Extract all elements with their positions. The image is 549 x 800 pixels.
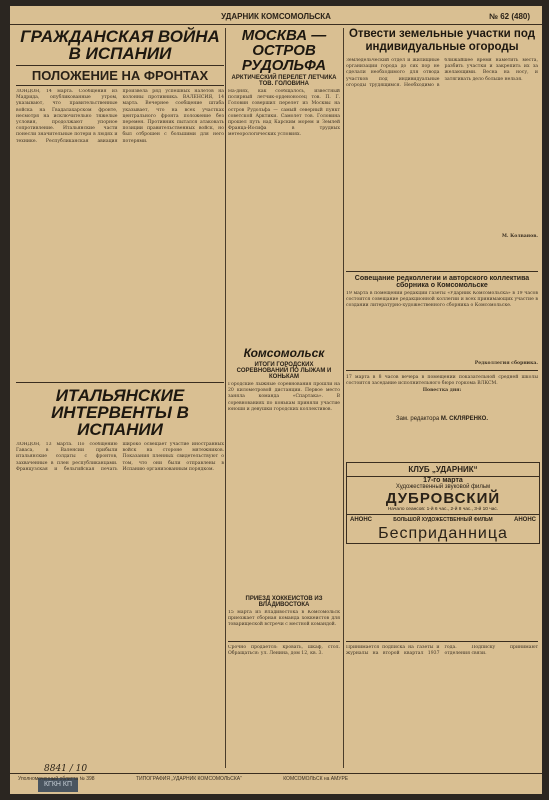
club-film2-title: Бесприданница (378, 525, 508, 542)
komsomolsk-title: Комсомольск (243, 346, 325, 360)
ads-left (228, 638, 340, 755)
column-divider (225, 28, 226, 768)
club-date: 17-го марта (423, 477, 463, 484)
spain-war-kicker: ГРАЖДАНСКАЯ ВОЙНА В ИСПАНИИ (20, 27, 220, 63)
spain-war-headline: ПОЛОЖЕНИЕ НА ФРОНТАХ (16, 65, 224, 86)
komsomolsk-subhead: ИТОГИ ГОРОДСКИХ СОРЕВНОВАНИЙ ПО ЛЫЖАМ И КОНЬКАМ (236, 362, 332, 380)
italian-interventions-kicker: ИТАЛЬЯНСКИЕ ИНТЕРВЕНТЫ В ИСПАНИИ (51, 386, 189, 439)
editor-name: М. СКЛЯРЕНКО. (440, 415, 489, 422)
footer-mid: ТИПОГРАФИЯ „УДАРНИК КОМСОМОЛЬСКА“ (135, 776, 242, 782)
club-name: КЛУБ „УДАРНИК“ (347, 463, 539, 477)
editorial-meeting-signature: Редколлегия сборника. (474, 361, 538, 366)
column-divider (343, 28, 344, 768)
moscow-rudolf-block (228, 28, 340, 260)
vladivostok-subhead: ПРИЕЗД ХОККЕИСТОВ ИЗ ВЛАДИВОСТОКА (245, 596, 323, 608)
editorial-meeting-headline: Совещание редколлегии и авторского коллектива сборника о Комсомольске (354, 275, 530, 289)
club-film-title: ДУБРОВСКИЙ (385, 490, 501, 507)
footer-right: КОМСОМОЛЬСК на АМУРЕ (283, 776, 349, 782)
announcement-agenda: Повестка дня: (422, 387, 462, 393)
land-plots-headline: Отвести земельные участки под индивидуальные огороды (348, 28, 536, 53)
newspaper-page (10, 6, 542, 794)
anons-left: АНОНС (350, 517, 372, 523)
footer (10, 773, 542, 788)
anons-mid: БОЛЬШОЙ ХУДОЖЕСТВЕННЫЙ ФИЛЬМ (393, 517, 493, 523)
editor-credit (346, 416, 538, 422)
ads-right-body: Принимается подписка на газеты и журналы на второй квартал 1937 года. Подписку принимают отделения связи. (346, 645, 538, 657)
land-plots-signature: М. Колванов. (501, 234, 538, 239)
divider (346, 641, 538, 642)
ads-left-body: Срочно продается: кровать, шкаф, стол. Обращаться: ул. Ленина, дом 12, кв. 3. (228, 645, 340, 657)
land-plots-body: Земледельческий отдел и жилищные организации города до сих пор не сделали необходимого для отвода участков под индивидуальные огороды трудящимся. Необходимо в ближайшее время наметить места, разбить участки и закрепить их за желающими. Весна на носу, и затягивать дело больше нельзя. (346, 58, 538, 88)
divider (228, 641, 340, 642)
vladivostok-body: 15 марта из Владивостока в Комсомольск приезжает сборная команда хоккеистов для товарищеской встречи с местной командой. (228, 610, 340, 628)
archive-stamp: КГКН КП (38, 778, 78, 792)
land-plots-block (346, 28, 538, 260)
italian-interventions-body: ЛОНДОН, 13 марта. По сообщению Гаваса, в Валенсии прибыли итальянские солдаты с фронтов, захваченные в плен республиканцами. Французская и бельгийская печать широко освещает участие иностранных войск на стороне мятежников. Показания пленных свидетельствуют о том, что они были отправлены в Испанию организованным порядком. (16, 442, 224, 472)
handwritten-note: 8841 / 10 (44, 764, 88, 774)
ads-right (346, 638, 538, 755)
club-advertisement (346, 462, 540, 544)
editorial-meeting-body: 19 марта в помещении редакции газеты «Ударник Комсомольска» в 19 часов состоится совещание редакционной коллегии и всех принимающих участие в создании литературно-художественного сборника о Комсомольске. (346, 291, 538, 309)
club-anons-row (347, 514, 539, 525)
club-session-times: Начало сеансов: 1-й 6 час., 2-й 8 час., 3-й 10 час. (387, 507, 499, 512)
anons-right: АНОНС (513, 517, 536, 523)
moscow-rudolf-subhead: АРКТИЧЕСКИЙ ПЕРЕЛЕТ ЛЕТЧИКА ТОВ. ГОЛОВИНА (231, 75, 337, 87)
club-film-type: Художественный звуковой фильм (395, 484, 491, 490)
spain-column (16, 28, 224, 790)
editor-label: Зам. редактора (395, 415, 440, 422)
footer-left: Уполномоченный облиттa № 398 (18, 776, 95, 782)
issue-number: № 62 (480) (489, 12, 530, 21)
divider (346, 370, 538, 371)
divider (346, 271, 538, 272)
komsomolsk-body: Городские лыжные соревнования прошли на 20 километровой дистанции. Первое место заняла команда «Спартака». В соревнованиях по конькам приняли участие юноши и девушки городских коллективов. (228, 382, 340, 412)
masthead-title: УДАРНИК КОМСОМОЛЬСКА (221, 12, 331, 21)
moscow-rudolf-body: На-днях, как сообщалось, известный полярный летчик-орденоносец тов. П. Г. Головин совершил перелет из Москвы на остров Рудольфа — самый северный пункт советской Арктики. Самолет тов. Головина прошел путь над Карским морем и Землей Франца-Иосифа в трудных метеорологических условиях. (228, 89, 340, 138)
editorial-meeting-block (346, 268, 538, 422)
divider (16, 382, 224, 383)
announcement-body: 17 марта в 8 часов вечера в помещении показательной средней школы состоится заседание исполнительного бюро горкома ВЛКСМ. (346, 375, 538, 387)
masthead (10, 12, 542, 25)
moscow-rudolf-headline: МОСКВА — ОСТРОВ РУДОЛЬФА (241, 27, 327, 74)
spain-war-body: ЛОНДОН, 14 марта. Сообщения из Мадрида, опубликованные утром, указывают, что правительственные войска на Гвадалахарском фронте, несмотря на исключительно тяжелые условия, продолжают упорное сопротивление. Итальянские части понесли значительные потери в людях и технике. Республиканская авиация произвела ряд успешных налетов на колонны противника. ВАЛЕНСИЯ, 14 марта. Вечернее сообщение штаба указывает, что на всех участках центрального фронта положение без перемен. Противник пытался атаковать позиции правительственных войск, но был отброшен с большими для него потерями. (16, 89, 224, 144)
